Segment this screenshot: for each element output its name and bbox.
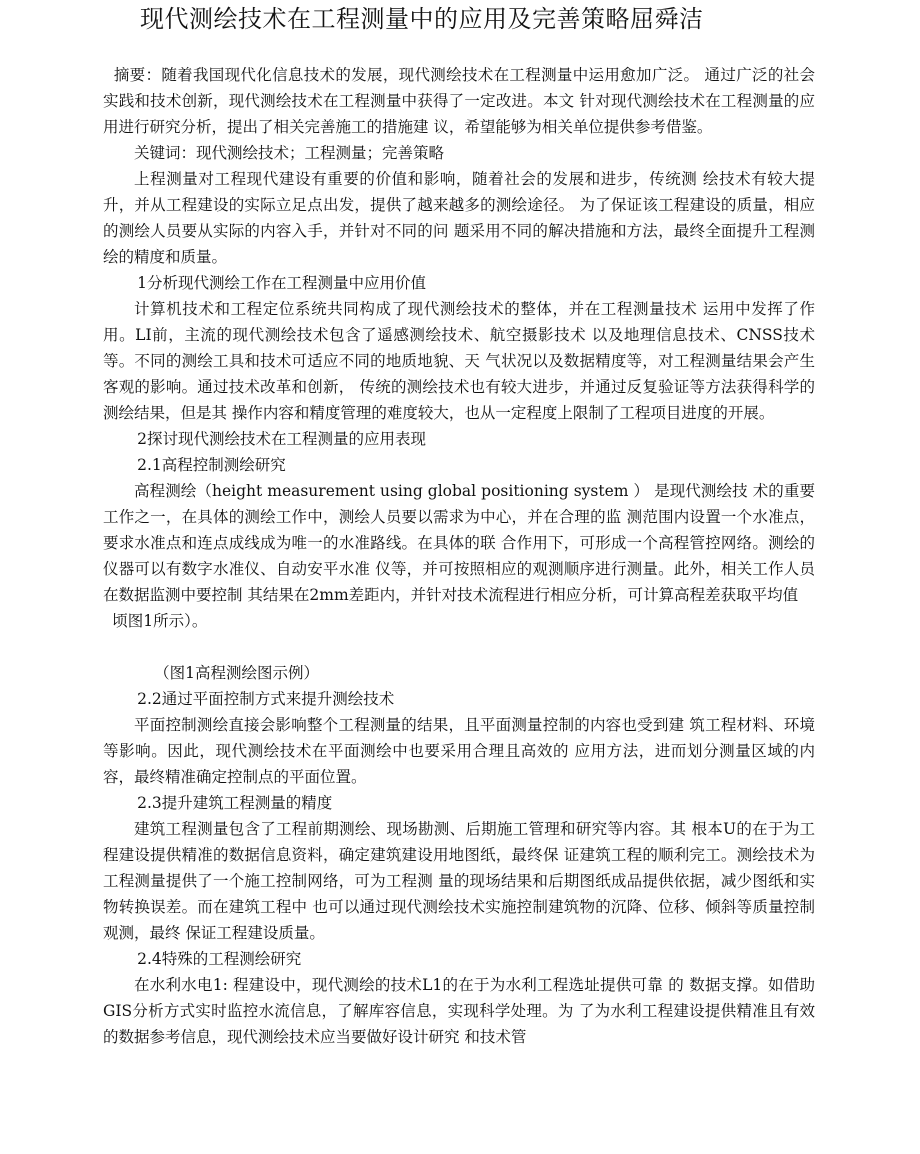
document-body: [103, 62, 815, 1050]
section-2-3-heading: 2.3提升建筑工程测量的精度: [137, 794, 333, 812]
figure-placeholder: [103, 634, 815, 660]
section-1-body: 计算机技术和工程定位系统共同构成了现代测绘技术的整体，并在工程测量技术 运用中发挥了作用。LI前，主流的现代测绘技术包含了遥感测绘技术、航空摄影技术 以及地理信息技术、CNSS技术等。不同的测绘工具和技术可适应不同的地质地貌、天 气状况以及数据精度等，对工程测量结果会产生客观的影响。通过技术改革和创新， 传统的测绘技术也有较大进步，并通过反复验证等方法获得科学的测绘结果，但是其 操作内容和精度管理的难度较大，也从一定程度上限制了工程项目进度的开展。: [103, 300, 815, 422]
intro-paragraph: 上程测量对工程现代建设有重要的价值和影响，随着社会的发展和进步，传统测 绘技术有较大提升，并从工程建设的实际立足点出发，提供了越来越多的测绘途径。 为了保证该工程建设的质量，相应的测绘人员要从实际的内容入手，并针对不同的问 题采用不同的解决措施和方法，最终全面提升工程测绘的精度和质量。: [103, 170, 815, 266]
section-1-heading: 1分析现代测绘工作在工程测量中应用价值: [137, 274, 426, 292]
section-2-1-tail: 顷图1所示）。: [112, 612, 208, 630]
figure-caption: （图1高程测绘图示例）: [154, 664, 320, 682]
section-2-4-body: 在水利水电1: 程建设中，现代测绘的技术L1的在于为水利工程选址提供可靠 的 数据支撑。如借助GIS分析方式实时监控水流信息，了解库容信息，实现科学处理。为 了为水利工程建设提供精准且有效的数据参考信息，现代测绘技术应当要做好设计研究 和技术管: [103, 976, 815, 1046]
section-2-2-heading: 2.2通过平面控制方式来提升测绘技术: [137, 690, 395, 708]
section-2-3-body: 建筑工程测量包含了工程前期测绘、现场勘测、后期施工管理和研究等内容。其 根本U的在于为工程建设提供精准的数据信息资料，确定建筑建设用地图纸，最终保 证建筑工程的顺利完工。测绘技术为工程测量提供了一个施工控制网络，可为工程测 量的现场结果和后期图纸成品提供依据，减少图纸和实物转换误差。而在建筑工程中 也可以通过现代测绘技术实施控制建筑物的沉降、位移、倾斜等质量控制观测，最终 保证工程建设质量。: [103, 820, 815, 942]
section-2-1-body: 高程测绘（height measurement using global positioning system ） 是现代测绘技 术的重要工作之一，在具体的测绘工作中，测绘人员要以需求为中心，并在合理的监 测范围内设置一个水准点，要求水准点和连点成线成为唯一的水准路线。在具体的联 合作用下，可形成一个高程管控网络。测绘的仪器可以有数字水准仪、自动安平水准 仪等，并可按照相应的观测顺序进行测量。此外，相关工作人员在数据监测中要控制 其结果在2mm差距内，并针对技术流程进行相应分析，可计算高程差获取平均值: [103, 482, 815, 604]
section-2-heading: 2探讨现代测绘技术在工程测量的应用表现: [137, 430, 426, 448]
section-2-2-body: 平面控制测绘直接会影响整个工程测量的结果，且平面测量控制的内容也受到建 筑工程材料、环境等影响。因此，现代测绘技术在平面测绘中也要采用合理且高效的 应用方法，进而划分测量区域的内容，最终精准确定控制点的平面位置。: [103, 716, 815, 786]
abstract-paragraph: 摘要：随着我国现代化信息技术的发展，现代测绘技术在工程测量中运用愈加广泛。 通过广泛的社会实践和技术创新，现代测绘技术在工程测量中获得了一定改进。本文 针对现代测绘技术在工程测量的应用进行研究分析，提出了相关完善施工的措施建 议，希望能够为相关单位提供参考借鉴。: [103, 66, 815, 136]
section-2-1-heading: 2.1高程控制测绘研究: [137, 456, 286, 474]
document-title: 现代测绘技术在工程测量中的应用及完善策略屈舜洁: [140, 5, 704, 33]
keywords-line: 关键词：现代测绘技术；工程测量；完善策略: [134, 144, 445, 162]
section-2-4-heading: 2.4特殊的工程测绘研究: [137, 950, 302, 968]
